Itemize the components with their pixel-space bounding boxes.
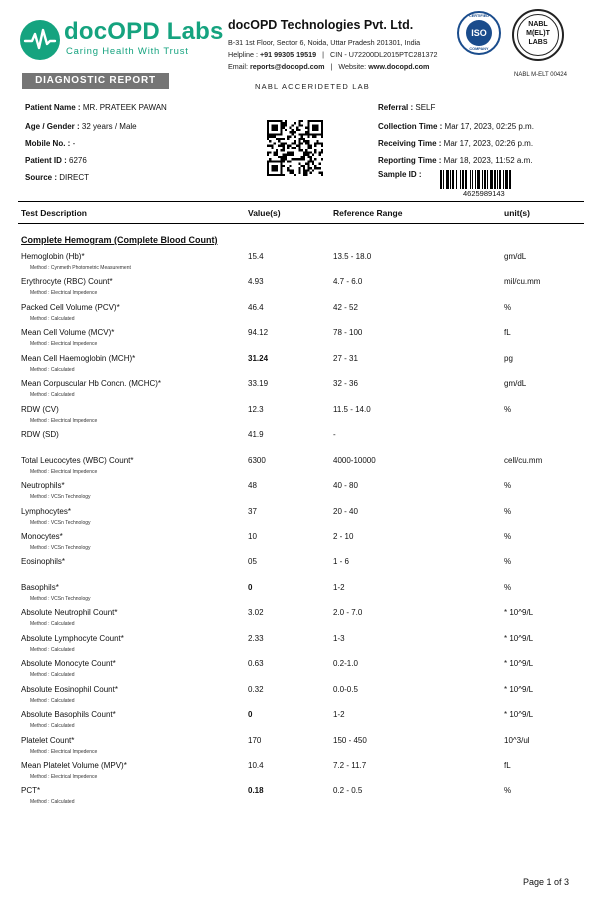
test-name-cell: Mean Corpuscular Hb Concn. (MCHC)* <box>21 379 162 389</box>
helpline-label: Helpline : <box>228 50 258 59</box>
unit-cell: fL <box>504 328 511 338</box>
section-title: Complete Hemogram (Complete Blood Count) <box>21 235 218 245</box>
sample-id-label: Sample ID : <box>378 170 422 179</box>
value-cell: 170 <box>248 735 262 745</box>
table-row <box>0 786 600 812</box>
company-contact-line: Helpline : +91 99305 19519 | CIN - U72200DL2015PTC281372 <box>228 50 438 59</box>
unit-cell: % <box>504 404 512 414</box>
patient-name-label: Patient Name : <box>25 103 81 112</box>
value-cell: 0.18 <box>248 786 264 796</box>
value-cell: 41.9 <box>248 430 264 440</box>
reference-range-cell: 150 - 450 <box>333 735 367 745</box>
table-row <box>0 685 600 711</box>
unit-cell: * 10^9/L <box>504 633 534 643</box>
brand-name: docOPD Labs <box>64 18 224 45</box>
source-value: DIRECT <box>59 173 90 182</box>
referral-label: Referral : <box>378 103 414 112</box>
unit-cell: fL <box>504 761 511 770</box>
method-note: Method : Calculated <box>30 799 75 806</box>
reference-range-cell: 1-2 <box>333 710 345 720</box>
company-web-line: Email: reports@docopd.com | Website: www.docopd.com <box>228 62 430 71</box>
method-note: Method : VCSn Technology <box>30 494 91 501</box>
value-cell: 0.32 <box>248 684 264 694</box>
iso-seal-bottom-text: COMPANY <box>469 47 489 51</box>
reference-range-cell: 2 - 10 <box>333 531 354 541</box>
table-row <box>0 634 600 660</box>
receiving-time-value: Mar 17, 2023, 02:26 p.m. <box>443 139 534 148</box>
test-name-cell: RDW (CV) <box>21 404 59 414</box>
method-note: Method : Calculated <box>30 621 75 628</box>
test-name-cell: Absolute Lymphocyte Count* <box>21 633 124 643</box>
reference-range-cell: 0.2 - 0.5 <box>333 786 363 796</box>
report-type-badge: DIAGNOSTIC REPORT <box>22 73 169 89</box>
test-name-cell: Packed Cell Volume (PCV)* <box>21 302 120 312</box>
method-note: Method : VCSn Technology <box>30 595 91 602</box>
column-header-range: Reference Range <box>333 208 403 218</box>
method-note: Method : Cynmeth Photometric Measurement <box>30 265 131 271</box>
age-gender-label: Age / Gender : <box>25 122 80 131</box>
value-cell: 48 <box>248 481 257 491</box>
unit-cell: * 10^9/L <box>504 608 534 618</box>
unit-cell: % <box>504 481 512 491</box>
table-row <box>0 507 600 533</box>
cin-number: CIN - U72200DL2015PTC281372 <box>330 50 438 59</box>
mobile-value: - <box>72 139 76 148</box>
column-header-value: Value(s) <box>248 208 281 218</box>
test-name-cell: Platelet Count* <box>21 735 75 745</box>
patient-id-value: 6276 <box>69 156 87 165</box>
reporting-time-label: Reporting Time : <box>378 156 442 165</box>
test-name-cell: Absolute Basophils Count* <box>21 710 116 720</box>
value-cell: 0 <box>248 582 253 592</box>
table-row <box>0 277 600 303</box>
table-row <box>0 710 600 736</box>
table-row <box>0 303 600 329</box>
table-row <box>0 405 600 431</box>
value-cell: 4.93 <box>248 277 264 287</box>
unit-cell: % <box>504 582 512 592</box>
value-cell: 37 <box>248 506 257 516</box>
test-name-cell: Erythrocyte (RBC) Count* <box>21 277 113 287</box>
patient-id-label: Patient ID : <box>25 156 67 165</box>
reference-range-cell: 2.0 - 7.0 <box>333 608 363 618</box>
unit-cell: 10^3/ul <box>504 735 530 745</box>
method-note: Method : Calculated <box>30 646 75 653</box>
reference-range-cell: 0.2-1.0 <box>333 659 358 669</box>
method-note: Method : Calculated <box>30 672 75 679</box>
test-name-cell: Neutrophils* <box>21 481 65 491</box>
nabl-seal-line2: M(EL)T <box>526 30 550 37</box>
company-address: B-31 1st Floor, Sector 6, Noida, Uttar Pradesh 201301, India <box>228 38 421 47</box>
method-note: Method : Electrical Impedence <box>30 468 98 475</box>
method-note: Method : Calculated <box>30 697 75 704</box>
page-number: Page 1 of 3 <box>523 877 570 887</box>
test-name-cell: Lymphocytes* <box>21 506 71 516</box>
test-name-cell: PCT* <box>21 786 41 796</box>
reference-range-cell: 20 - 40 <box>333 506 358 516</box>
value-cell: 2.33 <box>248 633 264 643</box>
unit-cell: % <box>504 302 512 312</box>
value-cell: 6300 <box>248 455 266 465</box>
reference-range-cell: 4.7 - 6.0 <box>333 277 363 287</box>
source-label: Source : <box>25 173 58 182</box>
receiving-time-label: Receiving Time : <box>378 139 442 148</box>
unit-cell: * 10^9/L <box>504 684 534 694</box>
website-label: Website: <box>338 62 367 71</box>
test-name-cell: Total Leucocytes (WBC) Count* <box>21 455 134 465</box>
unit-cell: pg <box>504 353 513 363</box>
value-cell: 0 <box>248 710 253 720</box>
unit-cell: * 10^9/L <box>504 710 534 720</box>
company-name: docOPD Technologies Pvt. Ltd. <box>228 18 414 32</box>
reference-range-cell: - <box>333 430 336 440</box>
iso-seal-center-text: ISO <box>466 20 492 46</box>
website-link[interactable]: www.docopd.com <box>368 62 430 71</box>
table-row <box>0 354 600 380</box>
table-row <box>0 328 600 354</box>
unit-cell: % <box>504 531 512 541</box>
method-note: Method : Electrical Impedence <box>30 290 98 297</box>
reference-range-cell: 1-2 <box>333 582 345 592</box>
table-row <box>0 583 600 609</box>
referral-value: SELF <box>415 103 436 112</box>
test-name-cell: Basophils* <box>21 582 59 592</box>
test-name-cell: RDW (SD) <box>21 430 59 440</box>
table-row <box>0 456 600 482</box>
brand-tagline: Caring Health With Trust <box>66 46 189 57</box>
unit-cell: % <box>504 506 512 516</box>
test-name-cell: Absolute Neutrophil Count* <box>21 608 118 618</box>
value-cell: 05 <box>248 557 257 567</box>
test-name-cell: Absolute Eosinophil Count* <box>21 684 118 694</box>
age-gender-value: 32 years / Male <box>81 122 137 131</box>
test-name-cell: Monocytes* <box>21 531 63 541</box>
method-note: Method : Electrical Impedence <box>30 774 98 780</box>
value-cell: 0.63 <box>248 659 264 669</box>
email-link[interactable]: reports@docopd.com <box>249 62 325 71</box>
reference-range-cell: 0.0-0.5 <box>333 684 358 694</box>
collection-time-label: Collection Time : <box>378 122 443 131</box>
value-cell: 15.4 <box>248 252 264 261</box>
method-note: Method : VCSn Technology <box>30 519 91 526</box>
nabl-id: NABL M-ELT 00424 <box>514 72 567 78</box>
value-cell: 3.02 <box>248 608 264 618</box>
table-row <box>0 608 600 634</box>
unit-cell: gm/dL <box>504 252 527 261</box>
reference-range-cell: 40 - 80 <box>333 481 358 491</box>
test-name-cell: Mean Cell Haemoglobin (MCH)* <box>21 353 136 363</box>
reference-range-cell: 1 - 6 <box>333 557 350 567</box>
mobile-label: Mobile No. : <box>25 139 71 148</box>
method-note: Method : Calculated <box>30 723 75 730</box>
unit-cell: % <box>504 557 512 567</box>
reference-range-cell: 1-3 <box>333 633 345 643</box>
patient-name-value: MR. PRATEEK PAWAN <box>82 103 167 112</box>
method-note: Method : Calculated <box>30 366 75 373</box>
table-row <box>0 532 600 558</box>
method-note: Method : Calculated <box>30 315 75 322</box>
reporting-time-value: Mar 18, 2023, 11:52 a.m. <box>443 156 533 165</box>
table-row <box>0 659 600 685</box>
test-name-cell: Absolute Monocyte Count* <box>21 659 116 669</box>
reference-range-cell: 27 - 31 <box>333 353 358 363</box>
value-cell: 10.4 <box>248 761 264 770</box>
reference-range-cell: 78 - 100 <box>333 328 363 338</box>
table-row <box>0 379 600 405</box>
value-cell: 46.4 <box>248 302 264 312</box>
value-cell: 31.24 <box>248 353 269 363</box>
value-cell: 10 <box>248 531 257 541</box>
method-note: Method : Electrical Impedence <box>30 748 98 755</box>
test-name-cell: Mean Platelet Volume (MPV)* <box>21 761 127 770</box>
method-note: Method : VCSn Technology <box>30 544 91 551</box>
test-name-cell: Eosinophils* <box>21 557 66 567</box>
reference-range-cell: 42 - 52 <box>333 302 358 312</box>
nabl-seal-line3: LABS <box>528 39 548 46</box>
unit-cell: % <box>504 786 512 796</box>
reference-range-cell: 32 - 36 <box>333 379 358 389</box>
unit-cell: gm/dL <box>504 379 527 389</box>
table-row <box>0 557 600 583</box>
table-row <box>0 252 600 278</box>
nabl-accredited-text: NABL ACCERIDETED LAB <box>255 82 370 91</box>
reference-range-cell: 7.2 - 11.7 <box>333 761 367 770</box>
value-cell: 33.19 <box>248 379 269 389</box>
value-cell: 94.12 <box>248 328 269 338</box>
method-note: Method : Electrical Impedence <box>30 341 98 348</box>
table-row <box>0 481 600 507</box>
email-label: Email: <box>228 62 248 71</box>
table-row <box>0 761 600 787</box>
unit-cell: * 10^9/L <box>504 659 534 669</box>
helpline-number: +91 99305 19519 <box>259 50 317 59</box>
iso-seal-top-text: CERTIFIED <box>468 14 490 18</box>
unit-cell: cell/cu.mm <box>504 455 543 465</box>
table-row <box>0 430 600 456</box>
value-cell: 12.3 <box>248 404 264 414</box>
unit-cell: mil/cu.mm <box>504 277 541 287</box>
collection-time-value: Mar 17, 2023, 02:25 p.m. <box>444 122 534 131</box>
reference-range-cell: 11.5 - 14.0 <box>333 404 371 414</box>
sample-id-value: 4625989143 <box>463 189 505 198</box>
column-header-unit: unit(s) <box>504 208 530 218</box>
test-name-cell: Hemoglobin (Hb)* <box>21 252 85 261</box>
nabl-seal-line1: NABL <box>528 21 548 28</box>
reference-range-cell: 13.5 - 18.0 <box>333 252 372 261</box>
table-row <box>0 736 600 762</box>
method-note: Method : Electrical Impedence <box>30 417 98 424</box>
test-name-cell: Mean Cell Volume (MCV)* <box>21 328 115 338</box>
method-note: Method : Calculated <box>30 392 75 399</box>
column-header-test: Test Description <box>21 208 87 218</box>
reference-range-cell: 4000-10000 <box>333 455 376 465</box>
